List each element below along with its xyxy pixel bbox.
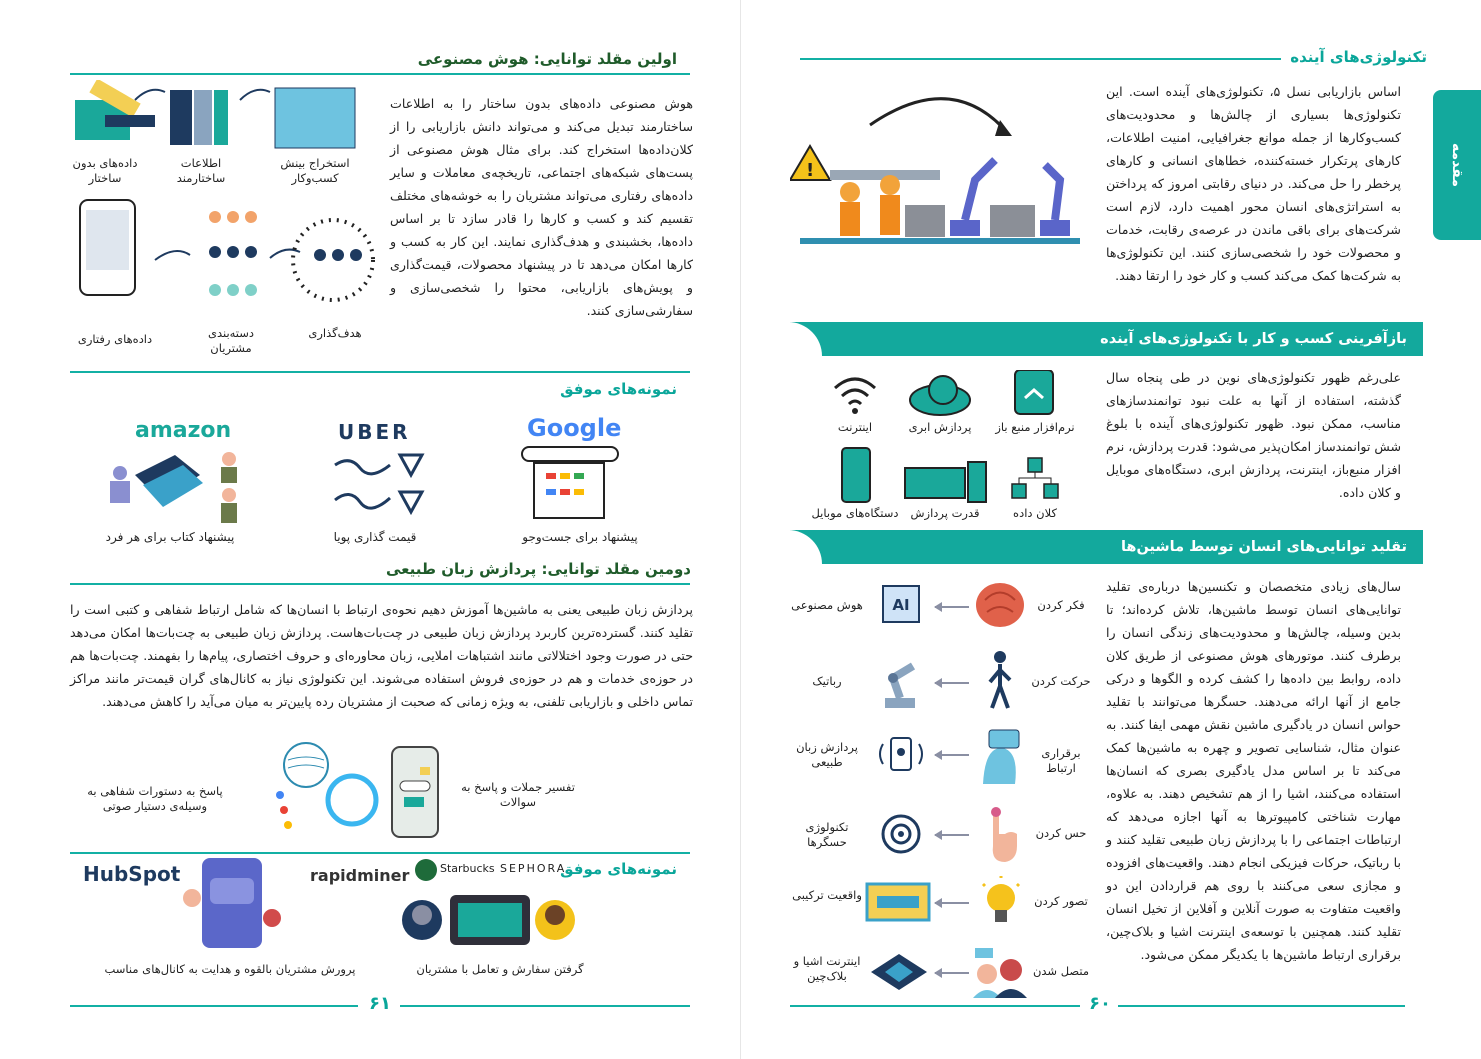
example-caption: پیشنهاد کتاب برای هر فرد bbox=[105, 530, 235, 544]
section1-rule bbox=[70, 73, 690, 75]
section1-paragraph: هوش مصنوعی داده‌های بدون ساختار را به اطلاعات ساختارمند تبدیل می‌کند و می‌تواند دانش بازاریابی را از کلان‌داده‌ها استخراج کند. برای مثال هوش مصنوعی از پست‌های شبکه‌های اجتماعی، تاریخچه‌ی معاملات و سایر داده‌های رفتاری می‌تواند مشتریان را به خوشه‌های مختلف تقسیم کند و کسب و کارها را قادر سازد تا بر اساس داده‌ها، بخشبندی و هدف‌گذاری نمایند. این کار به کسب و کارها امکان می‌دهد تا در پیشنهاد محصولات، قیمت‌گذاری و پویش‌های بازاریابی، محتوا را شخصی‌سازی و سفارشی‌سازی کنند. bbox=[390, 96, 693, 318]
banner-human-mimic: تقلید توانایی‌های انسان توسط ماشین‌ها bbox=[790, 530, 1423, 564]
voice-device-icon bbox=[873, 726, 929, 782]
enabler-label: کلان داده bbox=[1013, 506, 1057, 520]
robots-illustration bbox=[790, 80, 1090, 250]
human-ability: متصل شدن bbox=[1032, 964, 1090, 978]
lead-nurturing-illustration bbox=[182, 858, 282, 958]
examples2-rule bbox=[70, 852, 690, 854]
mixed-reality-icon bbox=[865, 882, 931, 922]
walking-person-icon bbox=[985, 650, 1015, 710]
mimic-arrow bbox=[935, 682, 969, 684]
connected-people-icon bbox=[971, 944, 1027, 998]
speaking-person-icon bbox=[975, 726, 1025, 784]
rapidminer-logo: rapidminer bbox=[310, 866, 410, 885]
lightbulb-icon bbox=[981, 876, 1021, 932]
ai-flow-diagram bbox=[70, 80, 390, 360]
mimic-row bbox=[785, 722, 1095, 792]
book-recommendation-illustration bbox=[105, 445, 245, 525]
examples-rule bbox=[70, 371, 690, 373]
amazon-logo: amazon bbox=[135, 418, 232, 443]
enabler-label: اینترنت bbox=[837, 420, 873, 434]
mimic-row bbox=[785, 572, 1095, 642]
mimic-paragraph: سال‌های زیادی متخصصان و تکنسین‌ها درباره‌ی تقلید توانایی‌های انسان توسط ماشین‌ها، تلاش کرده‌اند؛ تا بدین وسیله، چالش‌ها و محدودیت‌های زندگی انسان را برطرف کنند. موتورهای هوش مصنوعی از طریق کلان داده، روابط بین داده‌ها را کشف کرده و الگوها و درکی جامع از آنها ارائه می‌دهند. حسگرها می‌توانند با تقلید حواس انسان در یادگیری ماشین نقش مهمی ایفا کنند. به عنوان مثال، شناسایی تصویر و چهره به ماشین‌ها کمک می‌کند تا بر اساس مدل یادگیری بصری که انسان‌ها استفاده می‌کنند، اشیا را از هم تشخیص دهند. به علاوه، مهارت شناختی کامپیوترها به آنها اجازه می‌دهد که ارتباطات اجتماعی را با پردازش زبان طبیعی تقلید کنند و با رباتیک، حرکات فیزیکی انجام دهند. واقعیت‌های افزوده و مجازی سعی می‌کنند با روی هم قراردادن این دو واقعیت متفاوت به صورت آنلاین و آفلاین از تخیل انسان تقلید کنند. همچنین با توسعه‌ی اینترنت اشیا و بلاک‌چین، برقراری ارتباط ماشین‌ها با یکدیگر ممکن می‌شود. bbox=[1106, 579, 1401, 962]
examples1-title: نمونه‌های موفق bbox=[560, 380, 677, 398]
wifi-icon bbox=[830, 370, 880, 416]
human-ability: تصور کردن bbox=[1034, 894, 1088, 908]
starbucks-logo: Starbucks bbox=[440, 862, 495, 875]
examples2-caption: پرورش مشتریان بالقوه و هدایت به کانال‌های مناسب bbox=[104, 962, 356, 976]
flow-label: دسته‌بندی مشتریان bbox=[207, 326, 255, 355]
machine-capability: رباتیک bbox=[812, 674, 842, 688]
section2-rule bbox=[70, 583, 690, 585]
mimic-arrow bbox=[935, 606, 969, 608]
sensor-icon bbox=[879, 812, 923, 856]
big-data-icon bbox=[1010, 456, 1060, 506]
svg-text:!: ! bbox=[806, 160, 815, 181]
human-ability: برقراری ارتباط bbox=[1041, 746, 1081, 775]
mimic-arrow bbox=[935, 754, 969, 756]
machine-capability: اینترنت اشیا و بلاک‌چین bbox=[793, 954, 861, 983]
enabler-label: پردازش ابری bbox=[908, 420, 972, 434]
section2-title: دومین مقلد توانایی: پردازش زبان طبیعی bbox=[385, 560, 691, 578]
mimic-arrow bbox=[935, 902, 969, 904]
page-number-left: ۶۱ bbox=[369, 993, 391, 1014]
example-caption: پیشنهاد برای جست‌وجو bbox=[522, 530, 638, 544]
footer-rule-right bbox=[1118, 1005, 1405, 1007]
dynamic-pricing-illustration bbox=[330, 450, 430, 525]
touch-hand-icon bbox=[981, 806, 1021, 864]
machine-capability: پردازش زبان طبیعی bbox=[796, 740, 858, 769]
nlp-caption: پاسخ به دستورات شفاهی به وسیله‌ی دستیار صوتی bbox=[87, 784, 223, 813]
chapter-side-tab[interactable] bbox=[1433, 90, 1481, 240]
machine-capability: تکنولوژی حسگرها bbox=[805, 820, 849, 849]
brain-icon bbox=[975, 580, 1025, 630]
footer-rule-left-page-a bbox=[70, 1005, 358, 1007]
footer-rule-left-page-b bbox=[400, 1005, 690, 1007]
footer-rule-left bbox=[790, 1005, 1080, 1007]
examples2-title: نمونه‌های موفق bbox=[560, 860, 677, 878]
mimic-row bbox=[785, 872, 1095, 942]
mimic-row bbox=[785, 802, 1095, 872]
voice-assistant-icon bbox=[270, 740, 380, 840]
machine-capability: واقعیت ترکیبی bbox=[792, 888, 862, 902]
open-source-icon bbox=[1010, 370, 1060, 420]
chat-phone-icon bbox=[390, 745, 440, 840]
mobile-icon bbox=[840, 446, 874, 506]
enablers-grid bbox=[800, 368, 1090, 523]
mimic-row bbox=[785, 650, 1095, 720]
mimic-row bbox=[785, 942, 1095, 1012]
human-ability: فکر کردن bbox=[1037, 598, 1085, 612]
starbucks-icon bbox=[414, 858, 438, 882]
page-gutter bbox=[740, 0, 741, 1059]
enabler-label: دستگاه‌های موبایل bbox=[811, 506, 899, 520]
computing-power-icon bbox=[900, 460, 990, 505]
enabler-label: قدرت پردازش bbox=[910, 506, 980, 520]
page-number-right: ۶۰ bbox=[1089, 993, 1111, 1014]
mimic-arrow bbox=[935, 834, 969, 836]
iot-chip-icon bbox=[869, 950, 929, 994]
nlp-caption: تفسیر جملات و پاسخ به سوالات bbox=[461, 780, 575, 809]
flow-label: اطلاعات ساختارمند bbox=[176, 156, 226, 185]
examples2-caption: گرفتن سفارش و تعامل با مشتریان bbox=[416, 962, 584, 976]
right-page-header: تکنولوژی‌های آینده bbox=[1290, 48, 1427, 66]
google-search-illustration bbox=[520, 445, 620, 520]
section1-title: اولین مقلد توانایی: هوش مصنوعی bbox=[417, 50, 677, 68]
enabler-label: نرم‌افزار منبع باز bbox=[995, 420, 1075, 434]
banner-business-reinvention: بازآفرینی کسب و کار با تکنولوژی‌های آینده bbox=[790, 322, 1423, 356]
mimic-diagram bbox=[785, 572, 1095, 992]
cloud-icon bbox=[905, 372, 975, 417]
ordering-illustration bbox=[400, 885, 580, 960]
flow-label: داده‌های بدون ساختار bbox=[72, 156, 138, 185]
example-caption: قیمت گذاری پویا bbox=[333, 530, 417, 544]
google-logo: Google bbox=[527, 414, 622, 442]
machine-capability: هوش مصنوعی bbox=[791, 598, 863, 612]
mimic-arrow bbox=[935, 972, 969, 974]
flow-label: هدف‌گذاری bbox=[308, 326, 362, 340]
enablers-paragraph: علی‌رغم ظهور تکنولوژی‌های نوین در طی پنجاه سال گذشته، استفاده از آنها به علت نبود توانمندسازهای مناسب، ممکن نبود. ظهور تکنولوژی‌های آینده با بلوغ شش توانمندساز امکان‌پذیر می‌شود: قدرت پردازش، نرم افزار منبع‌باز، اینترنت، پردازش ابری، دستگاه‌های موبایل و کلان داده. bbox=[1106, 370, 1401, 500]
sephora-logo: SEPHORA bbox=[500, 862, 567, 875]
flow-label: داده‌های رفتاری bbox=[77, 332, 153, 346]
robot-arm-icon bbox=[873, 654, 929, 710]
human-ability: حرکت کردن bbox=[1031, 674, 1091, 688]
intro-paragraph: اساس بازاریابی نسل ۵، تکنولوژی‌های آینده است. این تکنولوژی‌ها بسیاری از چالش‌ها و محدودیت‌های کسب‌وکارها از جمله موانع جغرافیایی، امنیت اطلاعات، کارهای پرتکرار خسته‌کننده، خطاهای انسانی و کارهای پرخطر را حل می‌کند. در دنیای رقابتی امروز که پرداختن به استراتژی‌های انسان محور اهمیت دارد، لازم است شرکت‌های برای باقی ماندن در عرصه‌ی رقابت، خدمات و محصولات خود را شخصی‌سازی کنند. این تکنولوژی‌ها به شرکت‌ها کمک می‌کند کسب و کار خود را ارتقا دهند. bbox=[1106, 84, 1401, 283]
header-rule bbox=[800, 58, 1281, 60]
uber-logo: UBER bbox=[338, 420, 411, 444]
human-ability: حس کردن bbox=[1035, 826, 1087, 840]
hubspot-logo: HubSpot bbox=[83, 862, 181, 886]
flow-label: استخراج بینش کسب‌وکار bbox=[280, 156, 350, 185]
section2-paragraph: پردازش زبان طبیعی یعنی به ماشین‌ها آموزش دهیم نحوه‌ی ارتباط با انسان‌ها که شامل ارتباط شفاهی و کتبی است را تقلید کنند. گسترده‌ترین کاربرد پردازش زبان طبیعی در چت‌بات‌هاست. پردازش زبان طبیعی به چت‌بات‌ها امکان می‌دهد حتی در صورت وجود اختلالاتی مانند اشتباهات املایی، زبان محاوره‌ای و حروف اختصاری، پیام‌ها را بفهمند. چت‌بات‌ها هم در حوزه‌ی خدمات و هم در حوزه‌ی فروش استفاده می‌شوند. این تکنولوژی نیاز به کانال‌های گران قیمت‌تر مانند مراکز تماس داخلی و بازاریابی تلفنی، به ویژه زمانی که صحبت از مشتریان رده پایین‌تر به میان می‌آید را کاهش می‌دهند. bbox=[70, 602, 693, 709]
ai-chip-icon bbox=[873, 576, 929, 632]
side-tab-label: مقدمه bbox=[1449, 143, 1465, 187]
ai-badge: AI bbox=[892, 596, 910, 614]
